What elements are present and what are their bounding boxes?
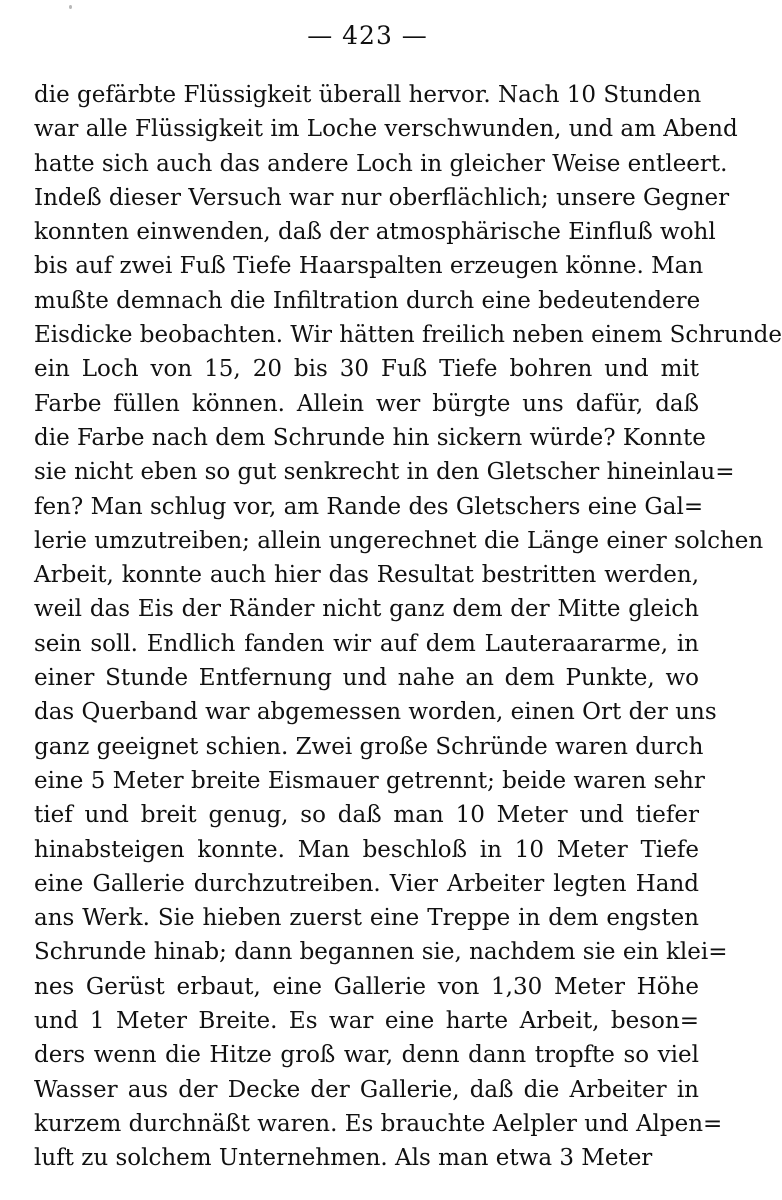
text-line: bis auf zwei Fuß Tiefe Haarspalten erzeugen könne. Man: [34, 253, 704, 280]
text-line: ganz geeignet schien. Zwei große Schründe waren durch: [34, 733, 704, 760]
text-line: die Farbe nach dem Schrunde hin sickern würde? Konnte: [34, 424, 706, 451]
text-line: lerie umzutreiben; allein ungerechnet die Länge einer solchen: [34, 527, 764, 554]
text-line: konnten einwenden, daß der atmosphärische Einfluß wohl: [34, 219, 716, 246]
text-line: Arbeit, konnte auch hier das Resultat bestritten werden,: [34, 562, 699, 589]
text-line: und 1 Meter Breite. Es war eine harte Arbeit, beson=: [34, 1008, 699, 1035]
text-line: hinabsteigen konnte. Man beschloß in 10 Meter Tiefe: [34, 836, 699, 863]
text-line: weil das Eis der Ränder nicht ganz dem der Mitte gleich: [34, 596, 699, 623]
text-line: ein Loch von 15, 20 bis 30 Fuß Tiefe bohren und mit: [34, 356, 699, 383]
paper-speck: [69, 5, 72, 9]
text-line: ders wenn die Hitze groß war, denn dann tropfte so viel: [34, 1042, 699, 1069]
text-line: sie nicht eben so gut senkrecht in den Gletscher hineinlau=: [34, 459, 735, 486]
text-line: luft zu solchem Unternehmen. Als man etwa 3 Meter: [34, 1145, 653, 1172]
text-line: eine 5 Meter breite Eismauer getrennt; beide waren sehr: [34, 767, 705, 794]
text-line: nes Gerüst erbaut, eine Gallerie von 1,30 Meter Höhe: [34, 973, 699, 1000]
text-line: das Querband war abgemessen worden, einen Ort der uns: [34, 699, 717, 726]
text-line: Indeß dieser Versuch war nur oberflächlich; unsere Gegner: [34, 184, 730, 211]
text-line: einer Stunde Entfernung und nahe an dem Punkte, wo: [34, 665, 699, 692]
text-line: mußte demnach die Infiltration durch eine bedeutendere: [34, 287, 701, 314]
page-number: — 423 —: [307, 21, 428, 50]
text-line: sein soll. Endlich fanden wir auf dem Lauteraararme, in: [34, 630, 699, 657]
text-line: die gefärbte Flüssigkeit überall hervor. Nach 10 Stunden: [34, 82, 702, 108]
body-text: [34, 78, 782, 1176]
text-line: eine Gallerie durchzutreiben. Vier Arbeiter legten Hand: [34, 870, 699, 897]
text-line: hatte sich auch das andere Loch in gleicher Weise entleert.: [34, 150, 728, 177]
text-line: Schrunde hinab; dann begannen sie, nachdem sie ein klei=: [34, 939, 728, 966]
text-line: Eisdicke beobachten. Wir hätten freilich neben einem Schrunde: [34, 322, 782, 349]
text-line: war alle Flüssigkeit im Loche verschwunden, und am Abend: [34, 116, 738, 143]
text-line: kurzem durchnäßt waren. Es brauchte Aelpler und Alpen=: [34, 1110, 723, 1137]
text-line: Wasser aus der Decke der Gallerie, daß die Arbeiter in: [34, 1076, 699, 1103]
text-line: fen? Man schlug vor, am Rande des Gletschers eine Gal=: [34, 493, 704, 520]
text-line: ans Werk. Sie hieben zuerst eine Treppe in dem engsten: [34, 905, 699, 932]
text-line: tief und breit genug, so daß man 10 Meter und tiefer: [34, 802, 699, 829]
text-line: Farbe füllen können. Allein wer bürgte uns dafür, daß: [34, 390, 699, 417]
